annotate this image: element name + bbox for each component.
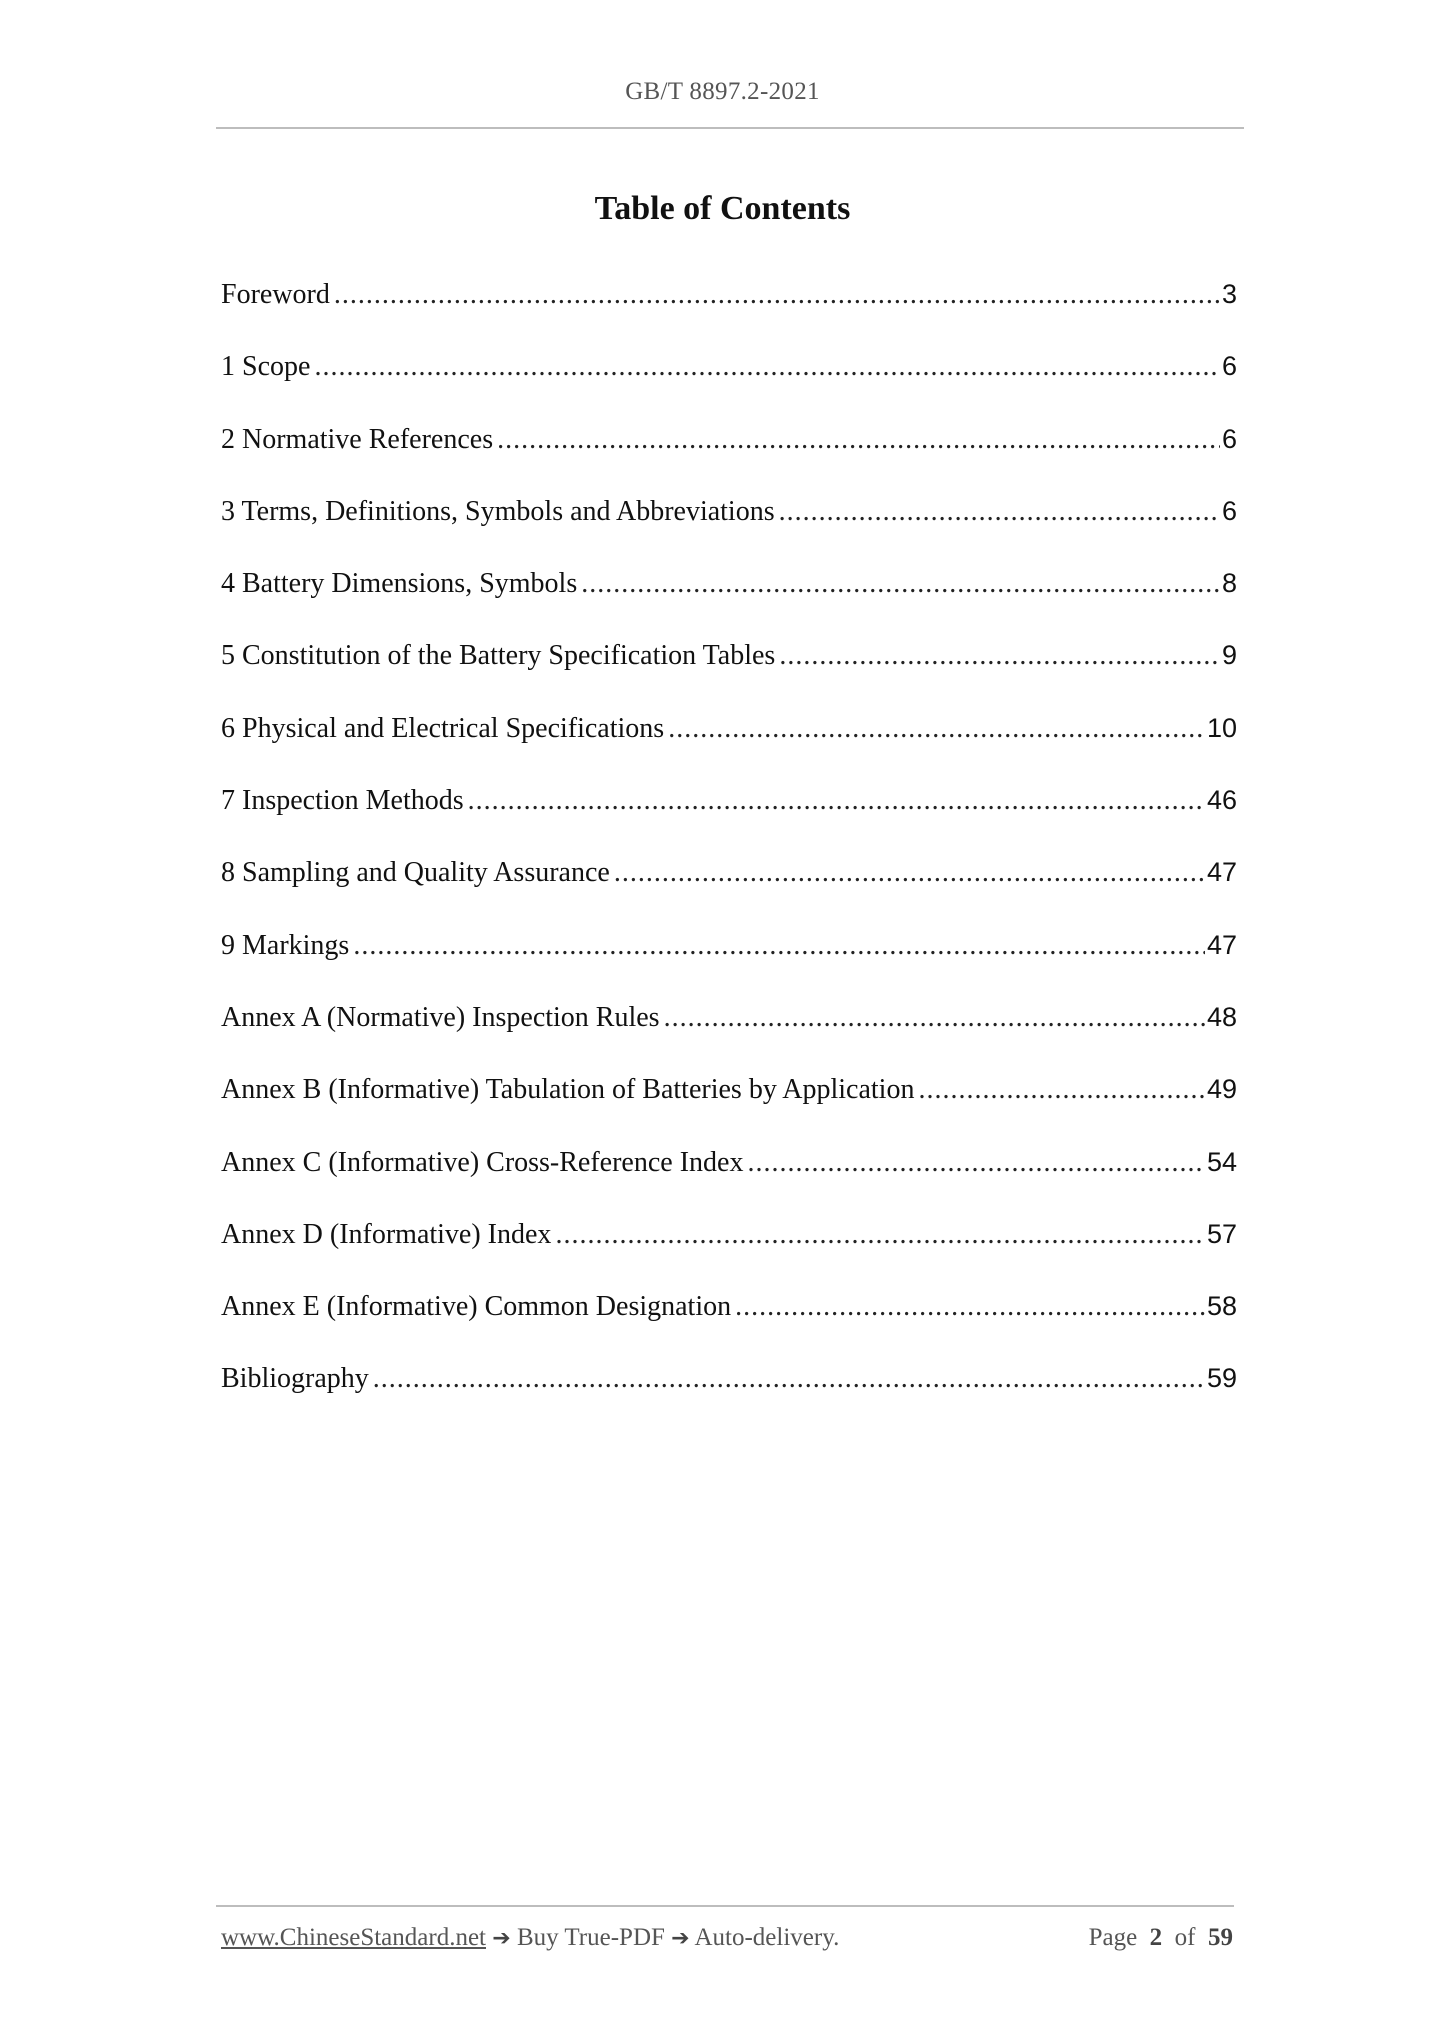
footer-rule bbox=[216, 1905, 1234, 1907]
toc-entry-page: 47 bbox=[1206, 857, 1237, 888]
toc-entry-page: 3 bbox=[1221, 279, 1237, 309]
footer-promo bbox=[221, 1924, 839, 1952]
site-link[interactable]: www.ChineseStandard.net bbox=[221, 1924, 486, 1951]
toc-entry-foreword[interactable] bbox=[221, 270, 1237, 342]
toc-entry-label: Foreword bbox=[221, 279, 330, 310]
toc-entry-label: 9 Markings bbox=[221, 929, 350, 961]
toc-entry-annex-b[interactable] bbox=[221, 1065, 1237, 1137]
toc-entry-page: 47 bbox=[1206, 929, 1237, 960]
toc-entry-normative-references[interactable] bbox=[221, 415, 1237, 487]
auto-delivery-text: Auto-delivery. bbox=[694, 1924, 840, 1951]
toc-dot-leader bbox=[497, 416, 1220, 464]
toc-entry-page: 57 bbox=[1206, 1218, 1237, 1249]
toc-dot-leader bbox=[779, 632, 1220, 680]
toc-dot-leader bbox=[334, 271, 1220, 319]
toc-entry-label: Annex C (Informative) Cross-Reference Index bbox=[221, 1146, 744, 1178]
toc-entry-sampling-quality[interactable] bbox=[221, 848, 1237, 920]
toc-entry-page: 8 bbox=[1221, 568, 1237, 599]
toc-dot-leader bbox=[314, 343, 1220, 391]
header-rule bbox=[216, 127, 1244, 129]
toc-entry-annex-d[interactable] bbox=[221, 1210, 1237, 1282]
toc-entry-page: 48 bbox=[1206, 1001, 1237, 1032]
toc-entry-page: 49 bbox=[1206, 1074, 1237, 1105]
page-word: Page bbox=[1088, 1924, 1138, 1951]
running-header: GB/T 8897.2-2021 bbox=[625, 78, 820, 105]
toc-entry-page: 54 bbox=[1206, 1146, 1237, 1177]
toc-dot-leader bbox=[664, 994, 1205, 1042]
toc-dot-leader bbox=[555, 1211, 1205, 1259]
toc-entry-page: 6 bbox=[1221, 423, 1237, 454]
right-arrow-icon: ➔ bbox=[671, 1926, 690, 1951]
right-arrow-icon: ➔ bbox=[492, 1926, 511, 1951]
toc-entry-label: Bibliography bbox=[221, 1363, 369, 1395]
toc-entry-page: 6 bbox=[1221, 495, 1237, 526]
toc-entry-label: Annex B (Informative) Tabulation of Batteries by Application bbox=[221, 1074, 915, 1106]
toc-entry-label: 4 Battery Dimensions, Symbols bbox=[221, 568, 578, 600]
current-page: 2 bbox=[1149, 1924, 1163, 1951]
buy-true-pdf-text: Buy True-PDF bbox=[516, 1924, 665, 1951]
toc-entry-bibliography[interactable] bbox=[221, 1354, 1237, 1426]
toc-entry-label: Annex A (Normative) Inspection Rules bbox=[221, 1001, 660, 1033]
toc-dot-leader bbox=[353, 922, 1205, 970]
total-pages: 59 bbox=[1208, 1924, 1233, 1951]
toc-dot-leader bbox=[918, 1066, 1204, 1114]
toc-dot-leader bbox=[373, 1355, 1205, 1403]
toc-entry-annex-c[interactable] bbox=[221, 1138, 1237, 1210]
of-word: of bbox=[1174, 1924, 1196, 1951]
toc-entry-annex-a[interactable] bbox=[221, 993, 1237, 1065]
toc-entry-label: 2 Normative References bbox=[221, 423, 494, 455]
toc-title: Table of Contents bbox=[594, 190, 851, 227]
toc-entry-label: 5 Constitution of the Battery Specification Tables bbox=[221, 640, 776, 672]
toc-entry-page: 59 bbox=[1206, 1363, 1237, 1394]
toc-entry-annex-e[interactable] bbox=[221, 1282, 1237, 1354]
toc-dot-leader bbox=[468, 777, 1205, 825]
toc-list bbox=[221, 270, 1237, 1427]
toc-entry-page: 10 bbox=[1206, 712, 1237, 743]
toc-entry-page: 9 bbox=[1221, 640, 1237, 671]
toc-entry-terms-definitions[interactable] bbox=[221, 487, 1237, 559]
toc-entry-label: 1 Scope bbox=[221, 351, 311, 383]
toc-entry-markings[interactable] bbox=[221, 921, 1237, 993]
toc-entry-battery-dimensions[interactable] bbox=[221, 559, 1237, 631]
page-number bbox=[1089, 1924, 1233, 1952]
toc-entry-page: 6 bbox=[1221, 351, 1237, 382]
toc-dot-leader bbox=[581, 560, 1220, 608]
toc-entry-page: 46 bbox=[1206, 785, 1237, 816]
toc-entry-label: 3 Terms, Definitions, Symbols and Abbreviations bbox=[221, 495, 775, 527]
toc-dot-leader bbox=[779, 488, 1220, 536]
toc-entry-physical-electrical[interactable] bbox=[221, 704, 1237, 776]
toc-entry-label: Annex E (Informative) Common Designation bbox=[221, 1291, 732, 1323]
page-footer bbox=[221, 1924, 1233, 1952]
toc-dot-leader bbox=[735, 1283, 1205, 1331]
toc-entry-label: 6 Physical and Electrical Specifications bbox=[221, 712, 665, 744]
toc-entry-label: Annex D (Informative) Index bbox=[221, 1218, 552, 1250]
toc-dot-leader bbox=[747, 1139, 1204, 1187]
toc-entry-specification-tables[interactable] bbox=[221, 631, 1237, 703]
toc-entry-inspection-methods[interactable] bbox=[221, 776, 1237, 848]
toc-entry-label: 7 Inspection Methods bbox=[221, 785, 464, 817]
toc-dot-leader bbox=[614, 849, 1205, 897]
toc-entry-label: 8 Sampling and Quality Assurance bbox=[221, 857, 610, 889]
toc-dot-leader bbox=[668, 705, 1205, 753]
toc-entry-page: 58 bbox=[1206, 1291, 1237, 1322]
toc-entry-scope[interactable] bbox=[221, 342, 1237, 414]
